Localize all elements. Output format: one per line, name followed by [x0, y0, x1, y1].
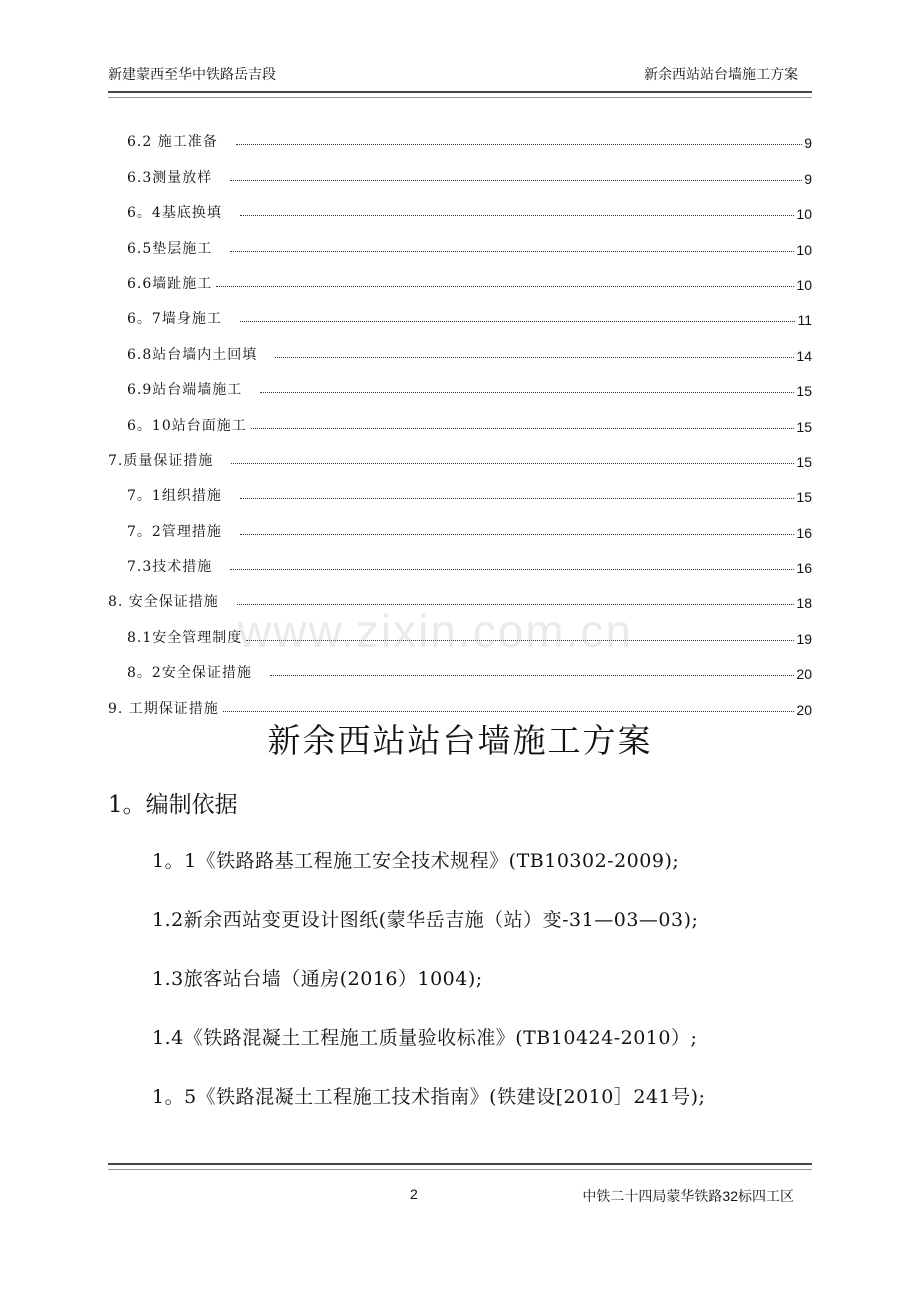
toc-leader-dots [240, 534, 795, 535]
toc-leader-dots [216, 286, 794, 287]
toc-entry-page: 9 [804, 135, 812, 152]
toc-leader-dots [236, 144, 802, 145]
toc-entry[interactable] [108, 364, 812, 399]
toc-entry-page: 16 [796, 560, 812, 577]
toc-entry-label: 6。4基底换填 [127, 205, 222, 222]
toc-entry[interactable] [108, 187, 812, 222]
reference-list [152, 846, 812, 1141]
toc-entry-page: 11 [797, 312, 812, 329]
toc-entry[interactable] [108, 399, 812, 434]
toc-entry[interactable] [108, 328, 812, 363]
toc-leader-dots [230, 180, 802, 181]
document-title: 新余西站站台墙施工方案 [267, 721, 653, 760]
toc-leader-dots [240, 498, 795, 499]
toc-entry-label: 6.8站台墙内土回填 [127, 346, 258, 363]
toc-entry[interactable] [108, 682, 812, 717]
toc-entry-page: 10 [796, 276, 812, 293]
toc-entry-page: 20 [796, 701, 812, 718]
reference-item: 1.2新余西站变更设计图纸(蒙华岳吉施（站）变-31—03—03); [152, 909, 699, 931]
reference-item: 1。5《铁路混凝土工程施工技术指南》(铁建设[2010］241号); [152, 1086, 706, 1108]
toc-leader-dots [270, 675, 795, 676]
toc-leader-dots [230, 569, 794, 570]
toc-entry[interactable] [108, 435, 812, 470]
header-project-name: 新建蒙西至华中铁路岳吉段 [108, 67, 276, 83]
toc-entry-page: 20 [796, 666, 812, 683]
toc-entry-page: 15 [796, 453, 812, 470]
toc-entry-page: 15 [796, 418, 812, 435]
toc-leader-dots [230, 251, 794, 252]
toc-entry[interactable] [108, 505, 812, 540]
toc-leader-dots [231, 463, 794, 464]
header-document-title: 新余西站站台墙施工方案 [644, 67, 798, 83]
header-rule [108, 91, 812, 98]
toc-leader-dots [275, 357, 794, 358]
toc-entry-label: 7.质量保证措施 [108, 452, 214, 469]
toc-entry[interactable] [108, 470, 812, 505]
toc-entry-label: 7。1组织措施 [127, 488, 222, 505]
toc-entry[interactable] [108, 116, 812, 151]
reference-item: 1.4《铁路混凝土工程施工质量验收标准》(TB10424-2010）; [152, 1027, 698, 1049]
toc-entry-page: 15 [796, 489, 812, 506]
toc-leader-dots [240, 215, 795, 216]
section-heading: 1。编制依据 [108, 792, 238, 818]
footer-contractor: 中铁二十四局蒙华铁路32标四工区 [582, 1188, 794, 1204]
toc-entry-label: 6.9站台端墙施工 [127, 382, 243, 399]
toc-leader-dots [251, 428, 795, 429]
toc-entry[interactable] [108, 541, 812, 576]
reference-item: 1。1《铁路路基工程施工安全技术规程》(TB10302-2009); [152, 850, 680, 872]
toc-entry-label: 6.5垫层施工 [127, 240, 213, 257]
reference-item: 1.3旅客站台墙（通房(2016）1004); [152, 968, 483, 990]
toc-entry[interactable] [108, 258, 812, 293]
toc-entry-label: 6.3测量放样 [127, 169, 213, 186]
page-number: 2 [410, 1186, 418, 1202]
toc-entry-page: 10 [796, 241, 812, 258]
toc-entry-page: 14 [796, 347, 812, 364]
toc-leader-dots [240, 321, 796, 322]
toc-entry-label: 8. 安全保证措施 [108, 594, 219, 611]
toc-entry-page: 9 [804, 170, 812, 187]
toc-entry-page: 15 [796, 383, 812, 400]
toc-entry-page: 19 [796, 630, 812, 647]
toc-entry-label: 8。2安全保证措施 [127, 665, 252, 682]
footer-rule [108, 1163, 812, 1170]
toc-entry-page: 10 [796, 206, 812, 223]
page-header [108, 64, 812, 86]
toc-leader-dots [260, 392, 794, 393]
toc-entry-label: 6。10站台面施工 [127, 417, 247, 434]
toc-entry-label: 6.2 施工准备 [127, 134, 218, 151]
toc-entry-page: 16 [796, 524, 812, 541]
toc-entry-label: 7.3技术措施 [127, 559, 213, 576]
toc-entry-page: 18 [796, 595, 812, 612]
toc-leader-dots [223, 711, 795, 712]
watermark: www.zixin.com.cn [238, 605, 633, 657]
toc-entry[interactable] [108, 293, 812, 328]
toc-entry-label: 8.1安全管理制度 [127, 629, 243, 646]
toc-entry-label: 7。2管理措施 [127, 523, 222, 540]
toc-entry-label: 6.6墙趾施工 [127, 275, 213, 292]
toc-entry-label: 6。7墙身施工 [127, 311, 222, 328]
toc-entry[interactable] [108, 151, 812, 186]
page-footer [108, 1186, 812, 1208]
toc-entry-label: 9. 工期保证措施 [108, 700, 219, 717]
toc-entry[interactable] [108, 222, 812, 257]
